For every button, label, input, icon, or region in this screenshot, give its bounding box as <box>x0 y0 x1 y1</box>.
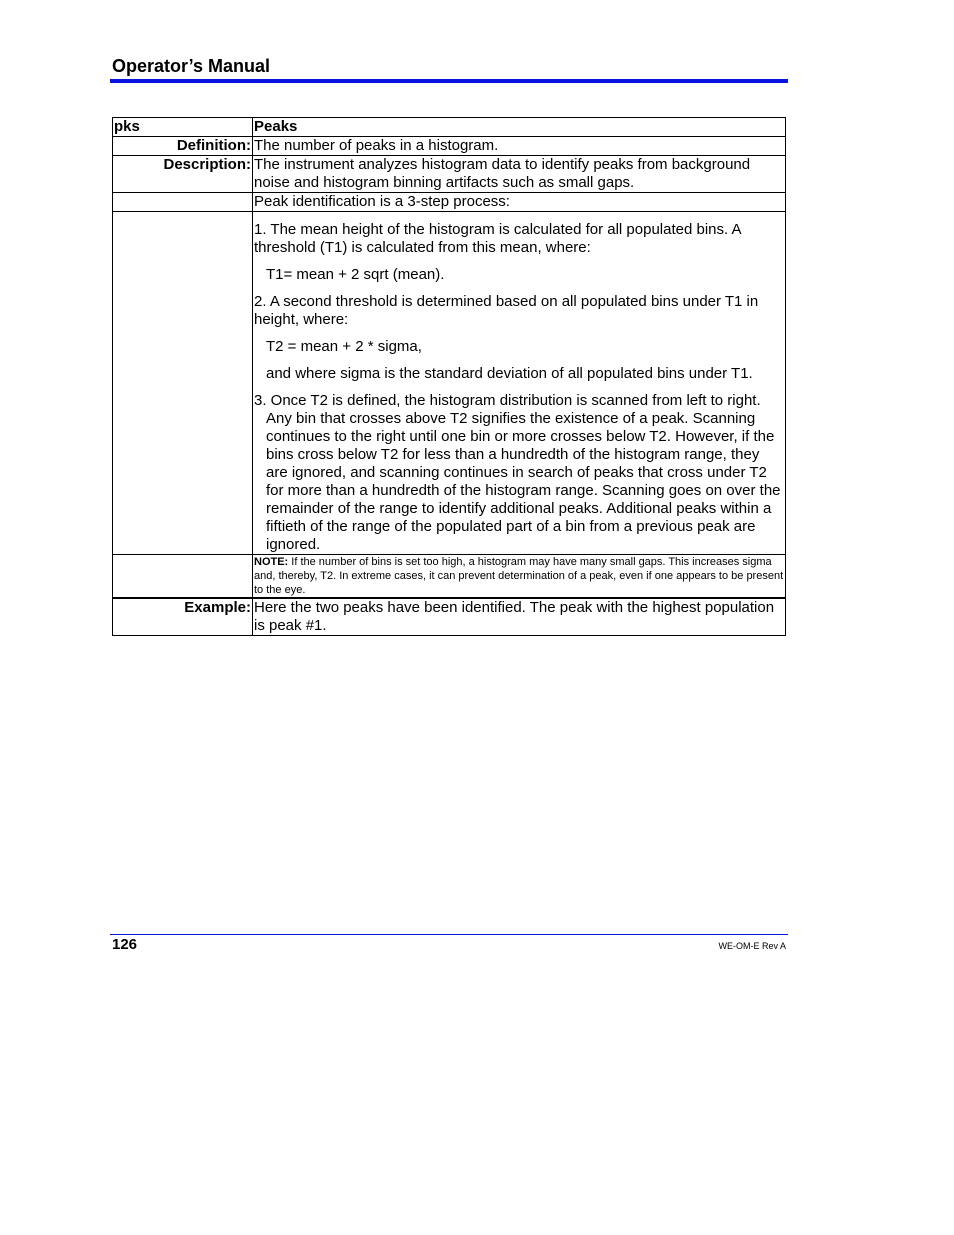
footer-rule <box>110 934 788 935</box>
col1-header: pks <box>113 118 253 137</box>
parameter-table <box>112 117 786 636</box>
description-row <box>113 156 786 193</box>
note-content <box>253 555 786 599</box>
table-header-row <box>113 118 786 137</box>
example-label: Example: <box>113 598 253 636</box>
steps-content <box>253 212 786 555</box>
step2-text: 2. A second threshold is determined based on all populated bins under T1 in height, where: <box>254 293 759 328</box>
step1-formula: T1= mean + 2 sqrt (mean). <box>266 266 445 283</box>
description-text: The instrument analyzes histogram data to identify peaks from background noise and histogram binning artifacts such as small gaps. <box>253 156 786 193</box>
intro-row <box>113 193 786 212</box>
step2-formula: T2 = mean + 2 * sigma, <box>266 338 422 355</box>
steps-label-empty <box>113 212 253 555</box>
description-label: Description: <box>113 156 253 193</box>
definition-text: The number of peaks in a histogram. <box>253 137 786 156</box>
note-text: If the number of bins is set too high, a histogram may have many small gaps. This increases sigma and, thereby, T2. In extreme cases, it can prevent determination of a peak, even if one appears to be present to the eye. <box>254 556 784 596</box>
step1-text: 1. The mean height of the histogram is calculated for all populated bins. A threshold (T1) is calculated from this mean, where: <box>254 221 741 256</box>
page-number: 126 <box>112 936 138 953</box>
intro-text: Peak identification is a 3-step process: <box>253 193 786 212</box>
steps-row <box>113 212 786 555</box>
note-row <box>113 555 786 599</box>
step2-note: and where sigma is the standard deviation of all populated bins under T1. <box>266 365 753 382</box>
step3-text: 3. Once T2 is defined, the histogram distribution is scanned from left to right. Any bin that crosses above T2 signifies the existence of a peak. Scanning continues to the right until one bin or more crosses below T2. However, if the bins cross below T2 for less than a hundredth of the histogram range, they are ignored, and scanning continues in search of peaks that cross under T2 for more than a hundredth of the histogram range. Scanning goes on over the remainder of the range to identify additional peaks. Additional peaks within a fiftieth of the range of the populated part of a bin from a previous peak are ignored. <box>254 392 781 553</box>
page-header-title: Operator’s Manual <box>112 56 271 76</box>
col2-header: Peaks <box>253 118 786 137</box>
example-row <box>113 598 786 636</box>
document-id: WE-OM-E Rev A <box>718 941 786 951</box>
note-label-empty <box>113 555 253 599</box>
intro-label-empty <box>113 193 253 212</box>
example-text: Here the two peaks have been identified. The peak with the highest population is peak #1. <box>253 598 786 636</box>
note-label: NOTE: <box>254 556 289 568</box>
definition-row <box>113 137 786 156</box>
definition-label: Definition: <box>113 137 253 156</box>
header-rule <box>110 79 788 83</box>
